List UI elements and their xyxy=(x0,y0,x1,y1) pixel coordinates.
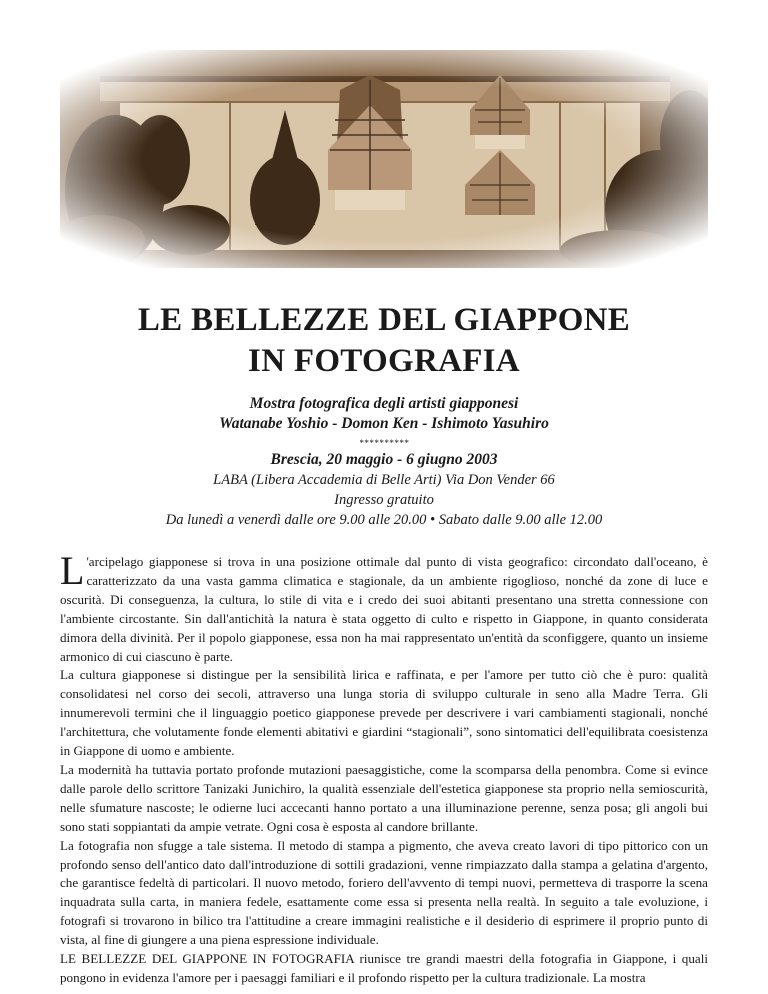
exhibition-subtitle: Mostra fotografica degli artisti giapponesi xyxy=(249,395,519,412)
exhibition-info xyxy=(0,394,768,530)
title-line-1: LE BELLEZZE DEL GIAPPONE xyxy=(137,302,631,338)
paragraph-5: LE BELLEZZE DEL GIAPPONE IN FOTOGRAFIA riunisce tre grandi maestri della fotografia in Giappone, i quali pongono in evidenza l'amore per i paesaggi familiari e il profondo rispetto per la cultura tradizionale. La mostra xyxy=(60,951,708,985)
exhibition-date: Brescia, 20 maggio - 6 giugno 2003 xyxy=(270,451,498,468)
paragraph-3: La modernità ha tuttavia portato profonde mutazioni paesaggistiche, come la scomparsa della penombra. Come si evince dalle parole dello scrittore Tanizaki Junichiro, la qualità essenziale dell'estetica giapponese sta proprio nella semioscurità, nelle sfumature nascoste; le odierne luci accecanti hanno portato a una illuminazione perenne, senza posa; gli angoli bui sono stati soppiantati da ampie vetrate. Ogni cosa è esposta al candore brillante. xyxy=(60,761,708,834)
paragraph-1-text: 'arcipelago giapponese si trova in una posizione ottimale dal punto di vista geografico: circondato dall'oceano, è caratterizzato da una vasta gamma climatica e stagionale, da un ambiente rigoglioso, nonché da zone di luce e oscurità. Di conseguenza, la cultura, lo stile di vita e i credo dei suoi abitanti presentano una stretta connessione con l'ambiente circostante. Sin dall'antichità la natura è stata oggetto di culto e rispetto in Giappone, in quanto considerata dimora della divinità. Per il popolo giapponese, essa non ha mai rappresentato un'entità da sconfiggere, quanto un insieme armonico di cui ciascuno è parte. xyxy=(60,554,708,664)
article-body xyxy=(60,548,708,988)
exhibition-location: LABA (Libera Accademia di Belle Arti) Via Don Vender 66 xyxy=(213,472,555,488)
entry-info: Ingresso gratuito xyxy=(334,492,434,508)
paragraph-1 xyxy=(60,548,708,666)
opening-hours: Da lunedì a venerdì dalle ore 9.00 alle 20.00 • Sabato dalle 9.00 alle 12.00 xyxy=(165,512,603,528)
title-line-2: IN FOTOGRAFIA xyxy=(248,343,520,379)
sepia-photo-japanese-temple xyxy=(60,50,708,268)
drop-cap: L xyxy=(60,548,85,593)
page-title xyxy=(0,300,768,382)
paragraph-4: La fotografia non sfugge a tale sistema. Il metodo di stampa a pigmento, che aveva creato lavori di tipo pittorico con un profondo senso dell'antico dato dall'introduzione di sottili gradazioni, venne rimpiazzato dalla stampa a gelatina d'argento, che garantisce fedeltà di particolari. Il nuovo metodo, foriero dell'avvento di tempi nuovi, permetteva di trasporre la scena inquadrata sulla carta, in maniera fedele, esattamente come essa si presenta nella realtà. In seguito a tale evoluzione, i fotografi si trovarono in bilico tra l'attitudine a creare immagini realistiche e il desiderio di esprimere il proprio punto di vista, al fine di giungere a una piena espressione individuale. xyxy=(60,837,708,948)
paragraph-2: La cultura giapponese si distingue per la sensibilità lirica e raffinata, e per l'amore per tutto ciò che è puro: qualità consolidatesi nel corso dei secoli, attraverso una lunga storia di sviluppo culturale in seno alla Madre Terra. Gli innumerevoli termini che il linguaggio poetico giapponese prevede per descrivere i vari cambiamenti stagionali, nonché l'architettura, che volutamente fonde elementi abitativi e giardini “stagionali”, sono sintomatici dell'equilibrata coesistenza in Giappone di uomo e ambiente. xyxy=(60,667,708,759)
separator: ********** xyxy=(359,438,409,448)
artists-list: Watanabe Yoshio - Domon Ken - Ishimoto Yasuhiro xyxy=(219,415,549,432)
